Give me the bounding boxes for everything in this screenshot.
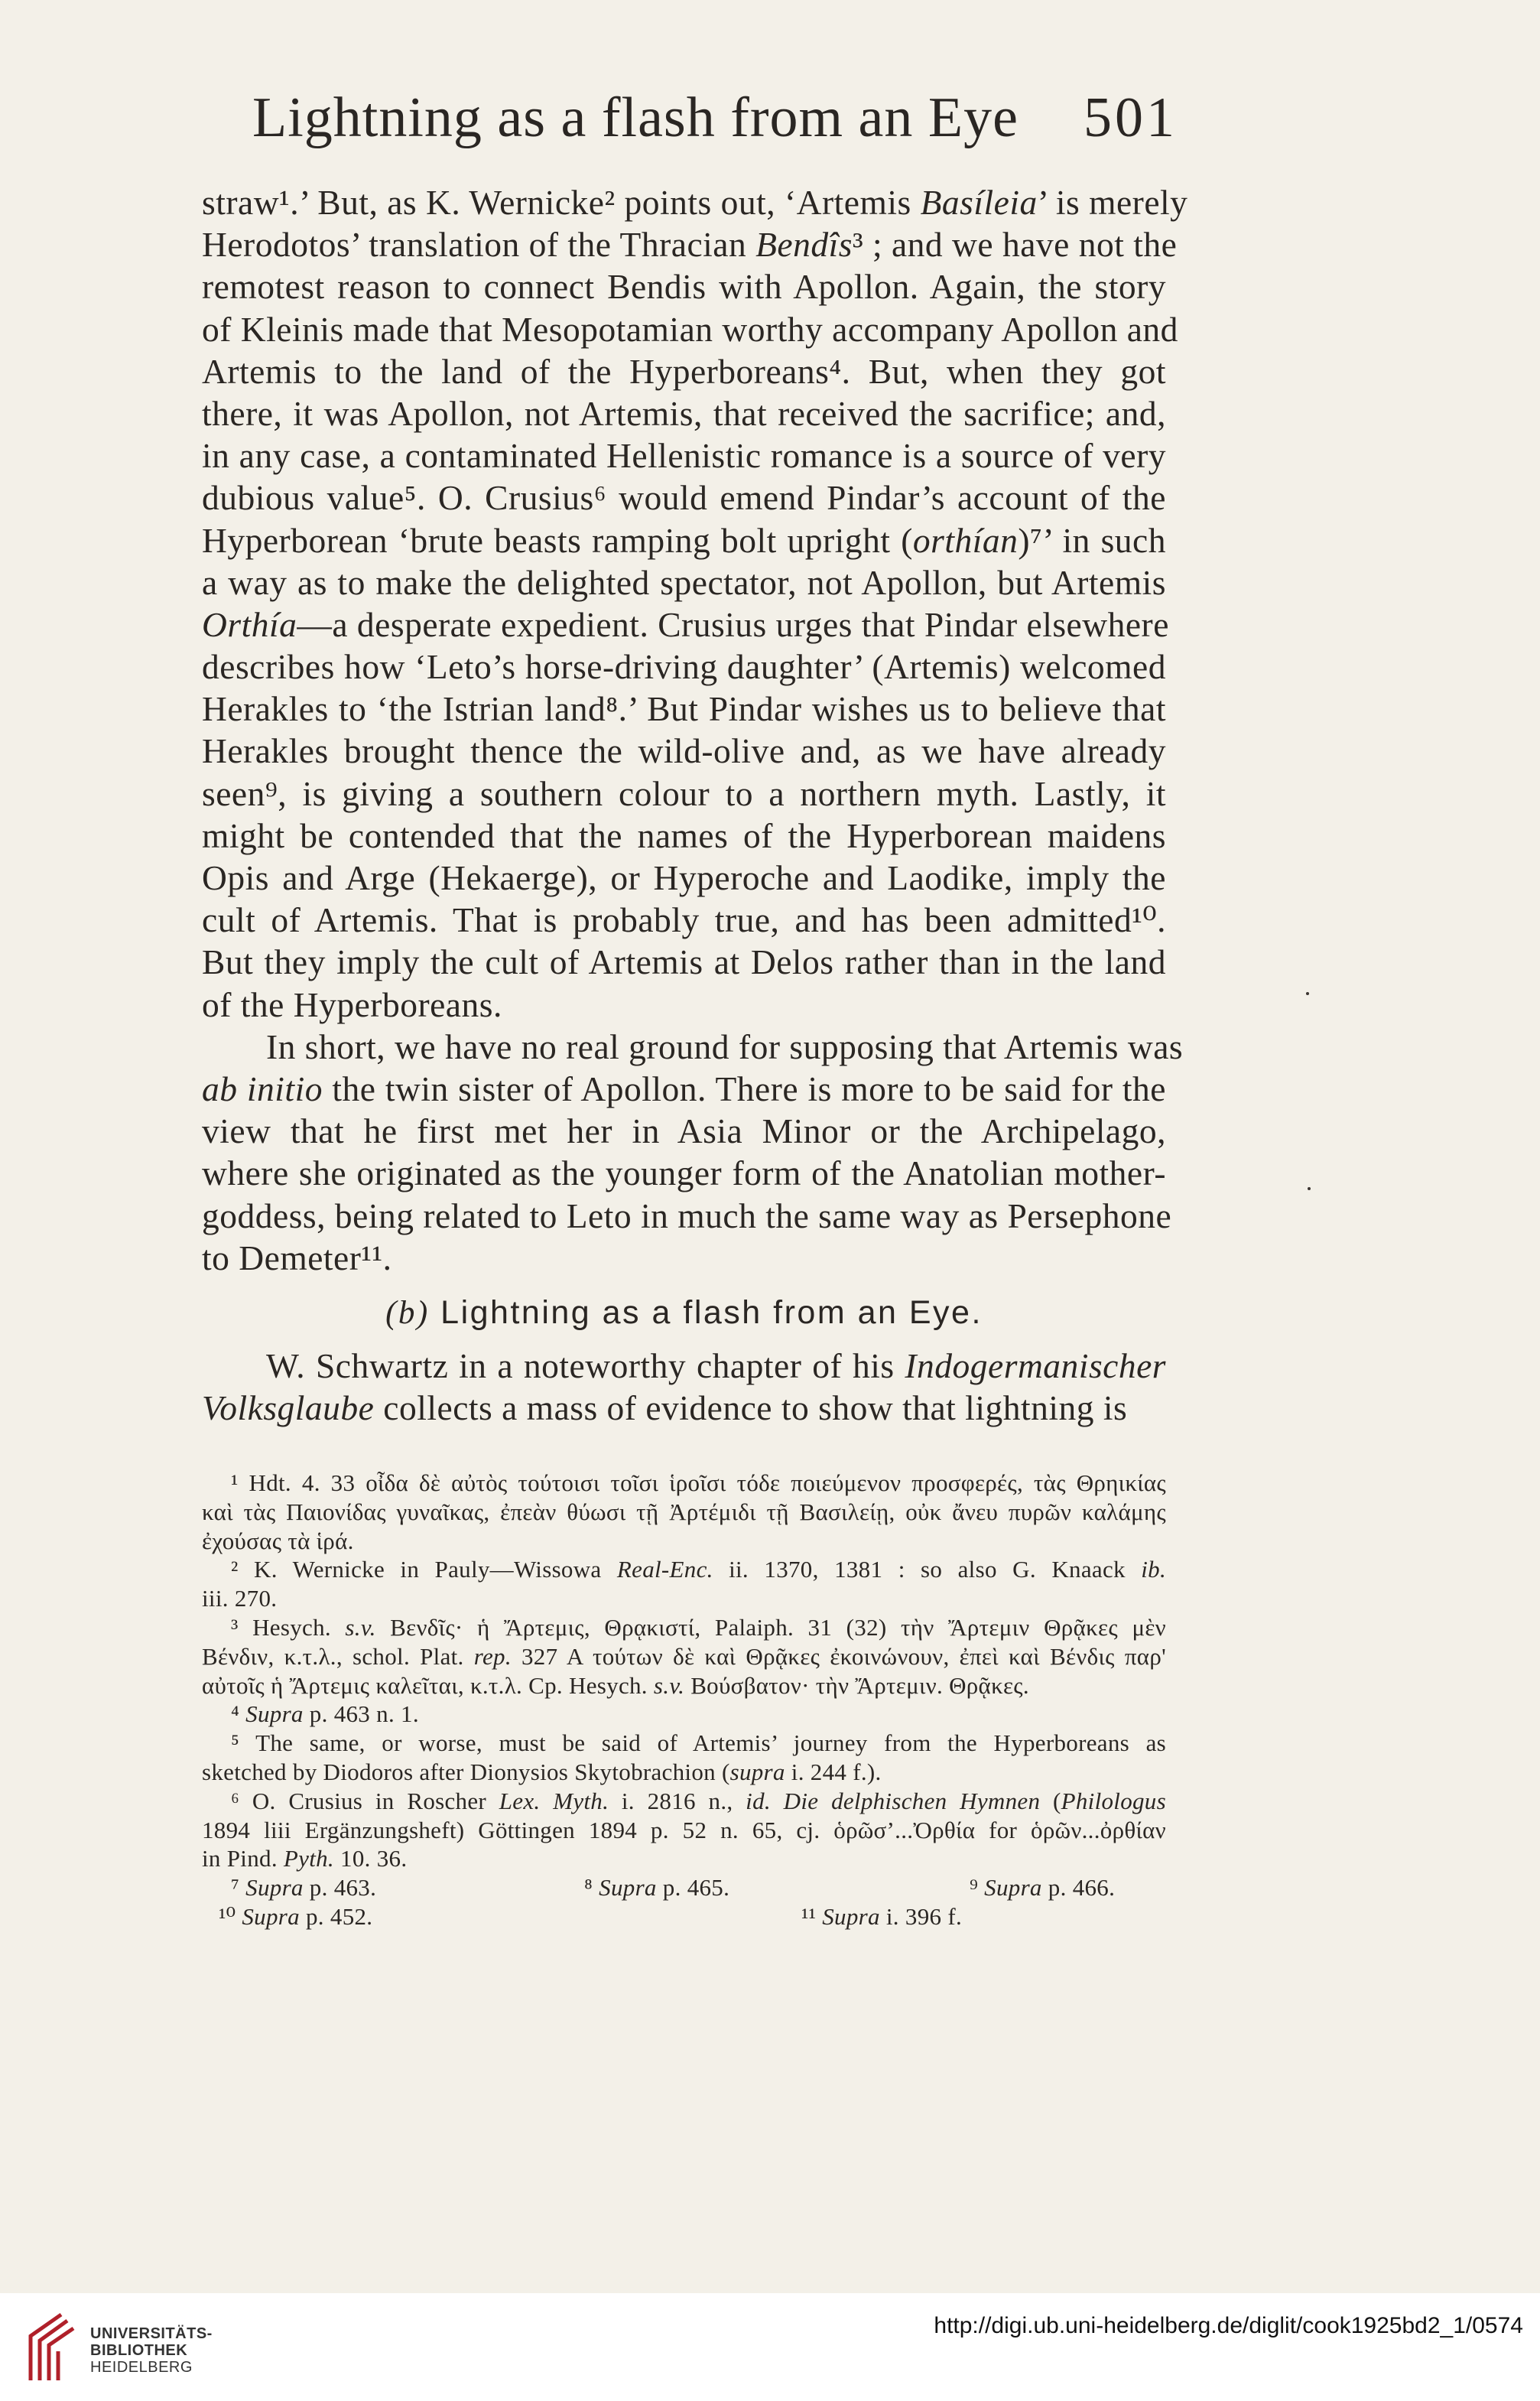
- footnote-5-line: ⁵ The same, or worse, must be said of Artemis’ journey from the Hyperboreans as: [231, 1729, 1166, 1757]
- footnote-list: [202, 1469, 1166, 1873]
- text-line: Volksglaube collects a mass of evidence to show that lightning is: [202, 1388, 1128, 1428]
- text-line: remotest reason to connect Bendis with Apollon. Again, the story: [202, 267, 1166, 307]
- section-heading: [202, 1288, 1166, 1337]
- library-logo-icon: [24, 2310, 78, 2383]
- page-speck: [1308, 1187, 1311, 1190]
- footnote-5-line: sketched by Diodoros after Dionysios Skytobrachion (supra i. 244 f.).: [202, 1758, 882, 1785]
- text-line: dubious value⁵. O. Crusius⁶ would emend Pindar’s account of the: [202, 478, 1166, 518]
- text-line: Herakles brought thence the wild-olive and, as we have already: [202, 731, 1166, 771]
- footnote-2-line: ² K. Wernicke in Pauly—Wissowa Real-Enc. ii. 1370, 1381 : so also G. Knaack ib.: [231, 1556, 1166, 1583]
- source-url[interactable]: http://digi.ub.uni-heidelberg.de/diglit/cook1925bd2_1/0574: [934, 2313, 1523, 2338]
- text-line: But they imply the cult of Artemis at Delos rather than in the land: [202, 942, 1166, 982]
- section-heading-mark: (b): [385, 1294, 430, 1331]
- text-line: describes how ‘Leto’s horse-driving daughter’ (Artemis) welcomed: [202, 647, 1166, 687]
- footnote-6-line: 1894 liii Ergänzungsheft) Göttingen 1894 p. 52 n. 65, cj. ὁρῶσ’...Ὀρθία for ὁρῶν...ὀρθίαν: [202, 1816, 1166, 1843]
- text-line: ab initio the twin sister of Apollon. There is more to be said for the: [202, 1069, 1166, 1108]
- text-line: Herodotos’ translation of the Thracian Bendîs³ ; and we have not the: [202, 225, 1178, 265]
- footnote-4-line: ⁴ Supra p. 463 n. 1.: [231, 1700, 419, 1728]
- text-line: goddess, being related to Leto in much the same way as Persephone: [202, 1196, 1172, 1235]
- digitization-footer: [0, 2293, 1540, 2401]
- footnotes: [202, 1469, 1166, 1931]
- library-name-line: BIBLIOTHEK: [90, 2342, 188, 2359]
- footnote-6-line: in Pind. Pyth. 10. 36.: [202, 1845, 408, 1872]
- footnote-refs-row: [202, 1873, 1166, 1902]
- footnote-7: ⁷ Supra p. 463.: [231, 1874, 377, 1902]
- text-line: might be contended that the names of the Hyperborean maidens: [202, 815, 1166, 855]
- text-line: of Kleinis made that Mesopotamian worthy accompany Apollon and: [202, 309, 1178, 349]
- body-text: [202, 181, 1188, 1429]
- footnote-3-line: Βένδιν, κ.τ.λ., schol. Plat. rep. 327 A τούτων δὲ καὶ Θρᾷκες ἐκοινώνουν, ἐπεὶ καὶ Βένδις παρ': [202, 1642, 1166, 1670]
- footnote-refs-row: [202, 1902, 1166, 1931]
- text-line: in any case, a contaminated Hellenistic romance is a source of very: [202, 436, 1166, 476]
- text-line: of the Hyperboreans.: [202, 984, 502, 1024]
- footnote-1-line: καὶ τὰς Παιονίδας γυναῖκας, ἐπεὰν θύωσι τῇ Ἀρτέμιδι τῇ Βασιλείῃ, οὐκ ἄνευ πυρῶν καλάμης: [202, 1498, 1166, 1525]
- footnote-3-line: αὐτοῖς ἡ Ἄρτεμις καλεῖται, κ.τ.λ. Cp. Hesych. s.v. Βούσβατον· τὴν Ἄρτεμιν. Θρᾷκες.: [202, 1671, 1029, 1699]
- running-title: Lightning as a flash from an Eye: [252, 86, 1019, 149]
- text-line: a way as to make the delighted spectator, not Apollon, but Artemis: [202, 562, 1166, 602]
- text-line: straw¹.’ But, as K. Wernicke² points out, ‘Artemis Basíleia’ is merely: [202, 183, 1188, 222]
- text-line: In short, we have no real ground for supposing that Artemis was: [266, 1026, 1184, 1066]
- page-header: [252, 86, 1178, 162]
- library-name-line: UNIVERSITÄTS-: [90, 2325, 213, 2342]
- section-heading-text: Lightning as a flash from an Eye.: [440, 1293, 983, 1331]
- footnote-3-line: ³ Hesych. s.v. Βενδῖς· ἡ Ἄρτεμις, Θρᾳκιστί, Palaiph. 31 (32) τὴν Ἄρτεμιν Θρᾷκες μὲν: [231, 1613, 1166, 1641]
- paragraph: [202, 1345, 1166, 1429]
- text-line: Hyperborean ‘brute beasts ramping bolt upright (orthían)⁷’ in such: [202, 520, 1166, 560]
- text-line: there, it was Apollon, not Artemis, that received the sacrifice; and,: [202, 393, 1166, 433]
- footnote-9: ⁹ Supra p. 466.: [970, 1874, 1116, 1902]
- library-name: [90, 2325, 213, 2376]
- text-line: view that he first met her in Asia Minor or the Archipelago,: [202, 1111, 1166, 1151]
- library-name-line: HEIDELBERG: [90, 2359, 193, 2376]
- text-line: Artemis to the land of the Hyperboreans⁴. But, when they got: [202, 351, 1166, 391]
- text-line: to Demeter¹¹.: [202, 1238, 392, 1277]
- text-line: W. Schwartz in a noteworthy chapter of his Indogermanischer: [266, 1345, 1166, 1385]
- text-line: Herakles to ‘the Istrian land⁸.’ But Pindar wishes us to believe that: [202, 689, 1166, 729]
- footnote-11: ¹¹ Supra i. 396 f.: [801, 1902, 963, 1930]
- footnote-8: ⁸ Supra p. 465.: [584, 1874, 730, 1902]
- paragraph: [202, 1026, 1184, 1279]
- footnote-1-line: ἐχούσας τὰ ἱρά.: [202, 1527, 354, 1554]
- page-speck: [1306, 992, 1309, 995]
- footnote-6-line: ⁶ O. Crusius in Roscher Lex. Myth. i. 2816 n., id. Die delphischen Hymnen (Philologus: [231, 1787, 1166, 1814]
- text-line: cult of Artemis. That is probably true, and has been admitted¹⁰.: [202, 900, 1166, 940]
- footnote-10: ¹⁰ Supra p. 452.: [219, 1902, 373, 1930]
- text-line: seen⁹, is giving a southern colour to a northern myth. Lastly, it: [202, 773, 1166, 813]
- text-line: where she originated as the younger form of the Anatolian mother-: [202, 1153, 1166, 1193]
- paragraph: [202, 181, 1188, 1026]
- text-line: Orthía—a desperate expedient. Crusius urges that Pindar elsewhere: [202, 604, 1169, 644]
- page-number: 501: [1084, 86, 1178, 149]
- text-line: Opis and Arge (Hekaerge), or Hyperoche and Laodike, imply the: [202, 858, 1166, 897]
- footnote-2-line: iii. 270.: [202, 1585, 278, 1612]
- footnote-1-line: ¹ Hdt. 4. 33 οἶδα δὲ αὐτὸς τούτοισι τοῖσι ἱροῖσι τόδε ποιεύμενον προσφερές, τὰς Θρηικίας: [231, 1469, 1166, 1496]
